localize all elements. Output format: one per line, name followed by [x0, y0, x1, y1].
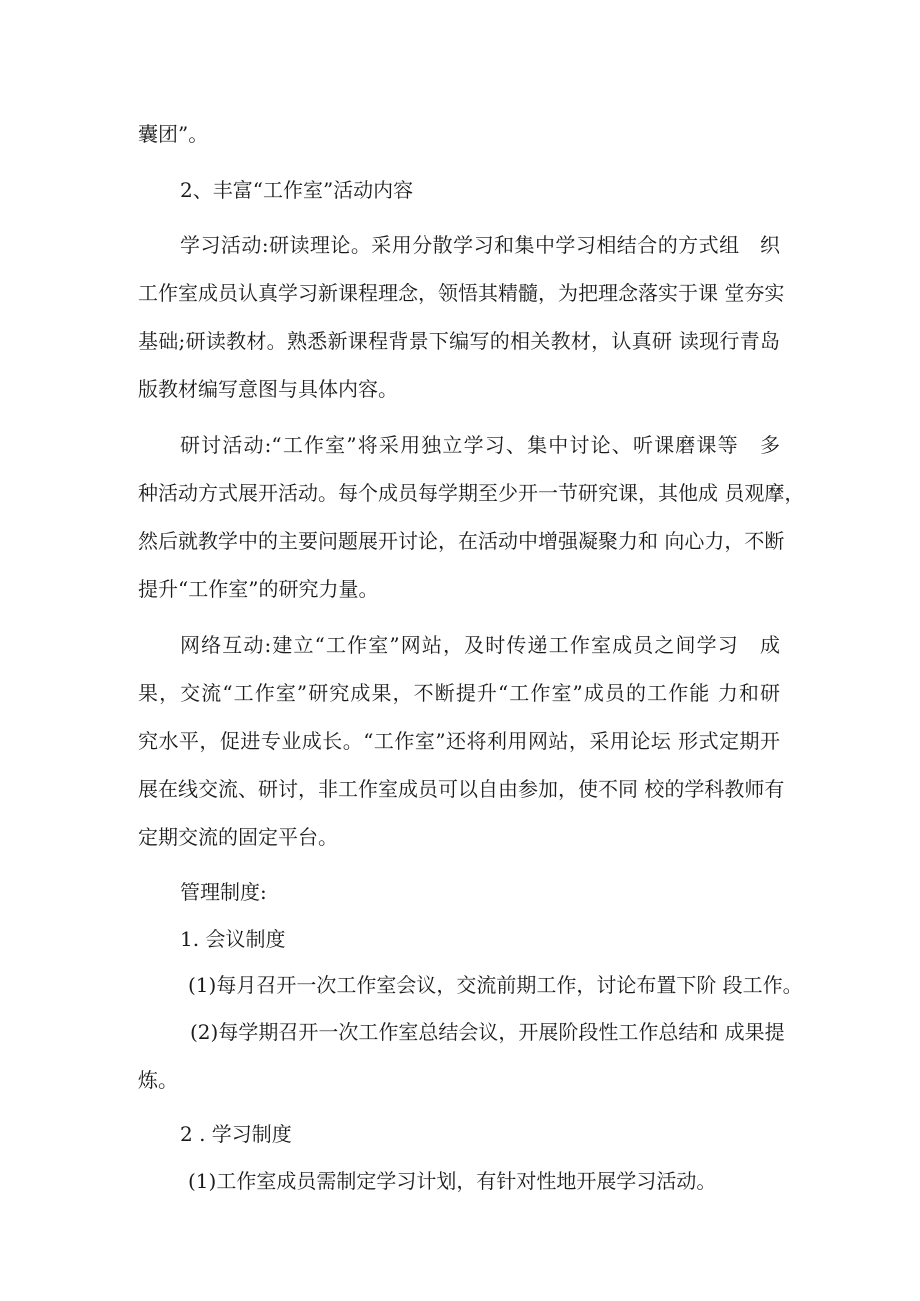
- paragraph-line: 展在线交流、研讨，非工作室成员可以自由参加，使不同 校的学科教师有: [138, 777, 785, 801]
- paragraph-line: 版教材编写意图与具体内容。: [138, 377, 398, 401]
- section-heading: 1. 会议制度: [180, 927, 286, 951]
- paragraph-line: (1)工作室成员需制定学习计划，有针对性地开展学习活动。: [188, 1169, 717, 1193]
- paragraph-line: 种活动方式展开活动。每个成员每学期至少开一节研究课，其他成 员观摩，: [138, 481, 805, 505]
- paragraph-line: (2)每学期召开一次工作室总结会议，开展阶段性工作总结和 成果提: [190, 1020, 785, 1044]
- paragraph-line: 定期交流的固定平台。: [138, 825, 338, 849]
- paragraph-line: 果，交流“工作室”研究成果，不断提升“工作室”成员的工作能 力和研: [138, 681, 780, 705]
- paragraph-line: 囊团”。: [138, 122, 209, 146]
- section-heading: 2、丰富“工作室”活动内容: [180, 178, 414, 202]
- paragraph-line: (1)每月召开一次工作室会议，交流前期工作，讨论布置下阶 段工作。: [188, 973, 803, 997]
- paragraph-line: 工作室成员认真学习新课程理念，领悟其精髓，为把理念落实于课 堂夯实: [138, 281, 785, 305]
- paragraph-line: 炼。: [138, 1068, 178, 1092]
- section-heading: 2 . 学习制度: [180, 1122, 292, 1146]
- paragraph-line: 提升“工作室”的研究力量。: [138, 577, 379, 601]
- paragraph-line: 然后就教学中的主要问题展开讨论，在活动中增强凝聚力和 向心力，不断: [138, 529, 785, 553]
- paragraph-line: 研讨活动:“工作室”将采用独立学习、集中讨论、听课磨课等 多: [180, 433, 780, 457]
- paragraph-line: 网络互动:建立“工作室”网站，及时传递工作室成员之间学习 成: [180, 633, 780, 657]
- paragraph-line: 学习活动:研读理论。采用分散学习和集中学习相结合的方式组 织: [180, 233, 780, 257]
- section-heading: 管理制度:: [180, 880, 267, 904]
- paragraph-line: 基础;研读教材。熟悉新课程背景下编写的相关教材，认真研 读现行青岛: [138, 329, 780, 353]
- paragraph-line: 究水平，促进专业成长。“工作室”还将利用网站，采用论坛 形式定期开: [138, 729, 780, 753]
